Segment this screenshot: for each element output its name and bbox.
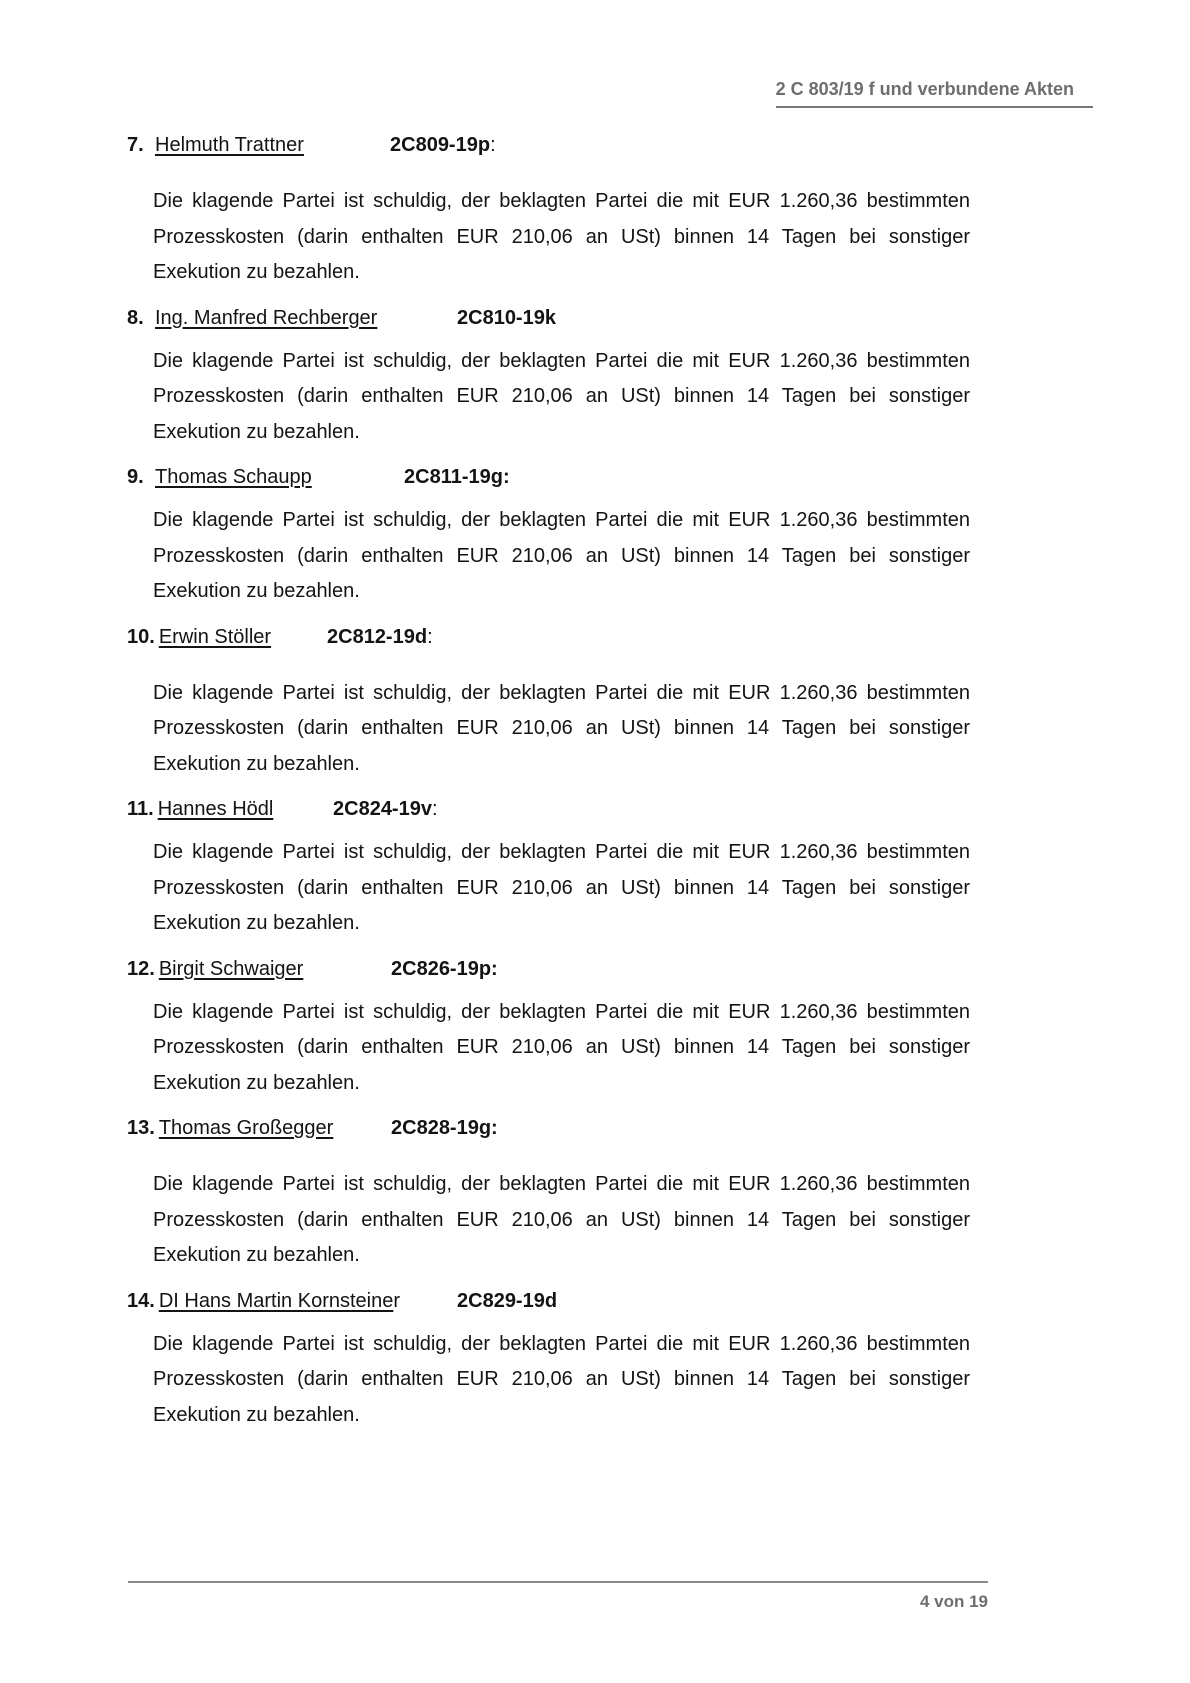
judgment-item [127, 306, 970, 451]
judgment-text-line: Prozesskosten (darin enthalten EUR 210,06 an USt) binnen 14 Tagen bei sonstiger [153, 225, 970, 248]
item-heading [127, 133, 970, 157]
judgment-item [127, 625, 970, 783]
judgment-text-line: Die klagende Partei ist schuldig, der beklagten Partei die mit EUR 1.260,36 bestimmten [153, 1000, 970, 1023]
item-number: 10. [127, 625, 155, 648]
judgment-text [153, 1327, 970, 1434]
party-name: DI Hans Martin Kornsteine [158, 1289, 394, 1312]
party-name: Erwin Stöller [158, 625, 272, 648]
case-number-suffix: : [431, 798, 438, 820]
page-number: 4 von 19 [919, 1592, 988, 1611]
item-heading [127, 957, 970, 981]
judgment-text-line: Die klagende Partei ist schuldig, der beklagten Partei die mit EUR 1.260,36 bestimmten [153, 509, 970, 531]
judgment-items [0, 133, 1190, 1433]
judgment-item [127, 1289, 970, 1434]
item-heading [127, 625, 970, 649]
judgment-text-line: Prozesskosten (darin enthalten EUR 210,06 an USt) binnen 14 Tagen bei sonstiger [153, 544, 970, 567]
item-number: 7. [127, 134, 144, 156]
case-number [327, 625, 433, 649]
party-name: Helmuth Trattner [155, 134, 304, 156]
judgment-item [127, 797, 970, 942]
judgment-text-line: Prozesskosten (darin enthalten EUR 210,06 an USt) binnen 14 Tagen bei sonstiger [153, 1036, 970, 1058]
case-number-suffix: : [490, 134, 496, 156]
case-number [390, 133, 496, 157]
judgment-text [153, 344, 970, 451]
judgment-item [127, 465, 970, 610]
item-number: 9. [127, 466, 144, 488]
judgment-text-line: Die klagende Partei ist schuldig, der beklagten Partei die mit EUR 1.260,36 bestimmten [153, 1173, 970, 1195]
judgment-text-line: Exekution zu bezahlen. [153, 420, 360, 443]
judgment-text-line: Exekution zu bezahlen. [153, 912, 360, 934]
judgment-text [153, 184, 970, 291]
party-name: Birgit Schwaiger [158, 957, 304, 980]
case-number-text: 2C809-19p [390, 134, 491, 156]
judgment-text-line: Prozesskosten (darin enthalten EUR 210,06 an USt) binnen 14 Tagen bei sonstiger [153, 876, 970, 899]
item-number: 13. [127, 1117, 155, 1139]
page-footer [128, 1581, 988, 1612]
judgment-text-line: Exekution zu bezahlen. [153, 580, 360, 602]
judgment-text-line: Prozesskosten (darin enthalten EUR 210,06 an USt) binnen 14 Tagen bei sonstiger [153, 385, 970, 407]
judgment-item [127, 957, 970, 1102]
case-number [457, 306, 556, 330]
case-number-text: 2C810-19k [457, 306, 556, 329]
item-number: 12. [127, 957, 155, 980]
judgment-text-line: Die klagende Partei ist schuldig, der beklagten Partei die mit EUR 1.260,36 bestimmten [153, 190, 970, 212]
judgment-text-line: Prozesskosten (darin enthalten EUR 210,06 an USt) binnen 14 Tagen bei sonstiger [153, 717, 970, 739]
item-heading [127, 1116, 970, 1140]
item-number: 11. [127, 798, 154, 820]
item-heading [127, 797, 970, 821]
judgment-text-line: Exekution zu bezahlen. [153, 752, 360, 775]
judgment-text-line: Prozesskosten (darin enthalten EUR 210,06 an USt) binnen 14 Tagen bei sonstiger [153, 1368, 970, 1390]
case-number [391, 957, 498, 981]
case-number [457, 1289, 557, 1313]
case-number-text: 2C811-19g: [404, 466, 510, 488]
case-number [404, 465, 510, 489]
case-reference: 2 C 803/19 f und verbundene Akten [775, 79, 1074, 99]
item-heading [127, 465, 970, 489]
case-number [333, 797, 438, 821]
case-number-text: 2C824-19v [333, 798, 432, 820]
case-number-text: 2C828-19g: [391, 1117, 498, 1139]
judgment-text-line: Exekution zu bezahlen. [153, 261, 360, 283]
judgment-text-line: Prozesskosten (darin enthalten EUR 210,06 an USt) binnen 14 Tagen bei sonstiger [153, 1208, 970, 1231]
judgment-item [127, 133, 970, 291]
item-number: 14. [127, 1289, 155, 1312]
judgment-text-line: Die klagende Partei ist schuldig, der beklagten Partei die mit EUR 1.260,36 bestimmten [153, 349, 970, 372]
item-heading [127, 306, 970, 330]
judgment-text [153, 1167, 970, 1274]
judgment-text-line: Die klagende Partei ist schuldig, der beklagten Partei die mit EUR 1.260,36 bestimmten [153, 681, 970, 704]
party-name: Thomas Großegger [158, 1117, 334, 1139]
case-number-text: 2C826-19p: [391, 957, 498, 980]
judgment-text-line: Die klagende Partei ist schuldig, der beklagten Partei die mit EUR 1.260,36 bestimmten [153, 841, 970, 863]
page-header [776, 78, 1093, 108]
party-name-tail: r [393, 1289, 401, 1312]
case-number [391, 1116, 498, 1140]
case-number-suffix: : [427, 625, 433, 648]
judgment-text-line: Exekution zu bezahlen. [153, 1244, 360, 1266]
party-name: Thomas Schaupp [155, 466, 312, 488]
case-number-text: 2C812-19d [327, 625, 428, 648]
judgment-text-line: Exekution zu bezahlen. [153, 1071, 360, 1094]
judgment-text-line: Exekution zu bezahlen. [153, 1403, 360, 1426]
judgment-text-line: Die klagende Partei ist schuldig, der beklagten Partei die mit EUR 1.260,36 bestimmten [153, 1332, 970, 1355]
judgment-item [127, 1116, 970, 1274]
judgment-text [153, 995, 970, 1102]
party-name: Ing. Manfred Rechberger [155, 306, 378, 329]
footer-rule [128, 1581, 988, 1583]
party-name: Hannes Hödl [157, 798, 274, 820]
judgment-text [153, 503, 970, 610]
case-number-text: 2C829-19d [457, 1289, 558, 1312]
item-heading [127, 1289, 970, 1313]
judgment-text [153, 835, 970, 942]
judgment-text [153, 676, 970, 783]
item-number: 8. [127, 306, 144, 329]
